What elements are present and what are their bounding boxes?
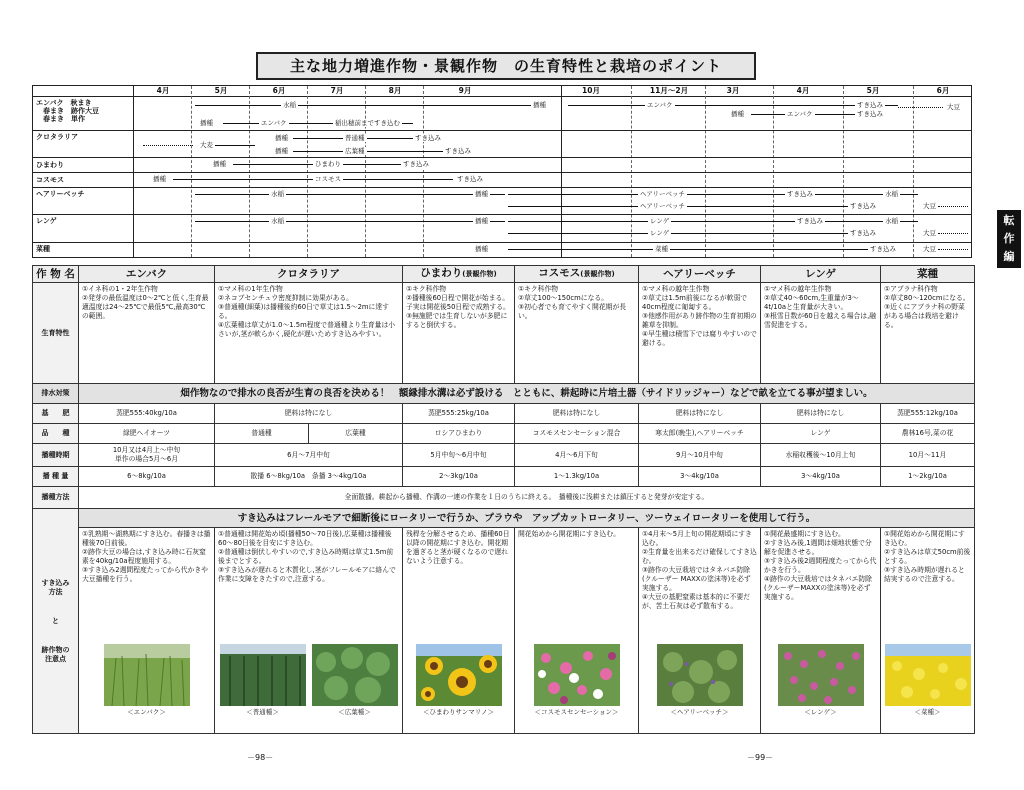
crop-name: エンバク [79,266,215,283]
month-label: 7月 [330,86,344,95]
photo-caption: ＜普通種＞ [246,708,279,716]
month-label: 10月 [582,86,600,95]
fert-cell: 蒸肥555:40kg/10a [79,404,215,424]
month-label: 5月 [214,86,228,95]
page-number-left: －98－ [247,753,274,762]
row-label-plow: すき込み 方法 と 跡作物の 注意点 [33,509,79,734]
photo-natane [885,644,971,706]
plow-banner: すき込みはフレールモアで細断後にロータリーで行うか、プラウや アップカットロータリー、ツーウェイロータリーを使用して行う。 [79,509,975,528]
time-cell: 10月～11月 [881,444,975,467]
month-label: 6月 [936,86,950,95]
section-tab: 転 作 編 [997,210,1021,268]
variety-cell: ロシアひまわり [403,424,515,444]
row-label-enbaku: エンバク 秋まき 春まき 跡作大豆 春まき 単作 [36,99,99,123]
crop-name-row [33,266,975,283]
trait-row [33,283,975,384]
photo-himawari [416,644,502,706]
row-label-name: 作 物 名 [33,266,79,283]
fert-cell: 蒸肥555:12kg/10a [881,404,975,424]
variety-cell: 普通種 [215,424,309,444]
trait-cell: ①アブラナ科作物 ②草丈80～120cmになる。 ③近くにアブラナ科の野菜がある場合は栽培を避ける。 [881,283,975,384]
page-title: 主な地力増進作物・景観作物 の生育特性と栽培のポイント [256,52,756,80]
crop-name: コスモス(景観作物) [515,266,639,283]
fert-cell: 肥料は特になし [639,404,761,424]
crop-name: クロタラリア [215,266,403,283]
trait-cell: ①キク科作物 ②播種後60日程で開花が始まる。子実は開花後50日程で成熟する。 ③無施肥では生育しないが多肥にすると倒伏する。 [403,283,515,384]
time-cell: 水稲収穫後～10月上旬 [761,444,881,467]
plow-detail-row [33,528,975,734]
trait-cell: ①マメ科の越年生作物 ②草丈は1.5m前後になるが軟弱で40cm程度に匍匐する。 ③他感作用があり跡作物の生育初期の雑草を抑制。 ④早生種は積雪下では腐りやすいので避ける。 [639,283,761,384]
month-label: 3月 [726,86,740,95]
plow-row [33,509,975,528]
month-label: 9月 [458,86,472,95]
plow-cell: 開花始めから開花期にすき込む。 ＜コスモスセンセーション＞ [515,528,639,734]
drainage-row [33,384,975,404]
row-label-himawari: ひまわり [36,161,64,169]
cultivation-schedule: 4月 5月 6月 7月 8月 9月 10月 11月～2月 3月 4月 5月 6月 エンバク 秋まき 春まき 跡作大豆 春まき 単作 クロタラリア ひまわり コスモス ヘアリーベッチ レンゲ 菜種 水稲 播種 エンバク すき込み 大豆 播種 エンバク すき込み 播種 エンバク 稲出穂前まですき込む 大麦 播種 普通種 すき込み 播種 広葉種 すき込み 播種 ひまわり すき込み 播種 コスモス すき込み 水稲 播種 ヘアリーベッチ すき込み 水稲 ヘアリーベッチ すき込み 大豆 水稲 播種 レンゲ すき込み 水稲 レンゲ すき込み 大豆 播種 菜種 すき込み 大豆 [32,85,972,258]
fertilizer-row [33,404,975,424]
variety-row [33,424,975,444]
method-text: 全面散播。耕起から播種、作溝の一連の作業を１日のうちに終える。 播種後に浅耕または鎮圧すると発芽が安定する。 [79,487,975,509]
photo-renge [778,644,864,706]
fert-cell: 肥料は特になし [761,404,881,424]
crop-name: ひまわり(景観作物) [403,266,515,283]
month-label: 8月 [388,86,402,95]
row-label-fert: 基 肥 [33,404,79,424]
crop-name: ヘアリーベッチ [639,266,761,283]
photo-caption: ＜エンバク＞ [127,708,166,716]
crop-name: 菜種 [881,266,975,283]
plow-cell: ①4月末～5月上旬の開花期頃にすき込む。 ②生育量を出来るだけ確保してすき込む。 ③跡作の大豆栽培ではタネバエ防除(クルーザー MAXXの塗沫等)を必ず実施する。 ④大豆の基肥窒素は基本的に不要だが、苦土石灰は必ず散布する。 ＜ヘアリーベッチ＞ [639,528,761,734]
crop-characteristics-table [32,265,975,734]
plow-cell: ①開花始めから開花期にすき込む。 ②すき込みは草丈50cm前後とする。 ③すき込み時期が遅れると結実するので注意する。 ＜菜種＞ [881,528,975,734]
month-label: 4月 [796,86,810,95]
plow-cell: ①普通種は開花始め頃(播種50～70日後),広葉種は播種後60～80日後を目安にすき込む。 ②普通種は倒伏しやすいので,すき込み時期は草丈1.5m前後までとする。 ③すき込みが遅れると木質化し,茎がフレールモアに絡んで作業に支障をきたすので,注意する。 ＜普通種＞ ＜広葉種＞ [215,528,403,734]
time-cell: 9月～10月中旬 [639,444,761,467]
row-label-drain: 排水対策 [33,384,79,404]
sowing-time-row [33,444,975,467]
row-label-amount: 播 種 量 [33,467,79,487]
amount-cell: 2～3kg/10a [403,467,515,487]
amount-cell: 3～4kg/10a [761,467,881,487]
row-label-time: 播種時期 [33,444,79,467]
trait-cell: ①キク科作物 ②草丈100～150cmになる。 ③初心者でも育てやすく開花期が長い。 [515,283,639,384]
time-cell: 5月中旬～6月中旬 [403,444,515,467]
row-label-method: 播種方法 [33,487,79,509]
variety-cell: 寒太郎(晩生),ヘアリーベッチ [639,424,761,444]
photo-caption: ＜ひまわりサンマリノ＞ [423,708,494,716]
amount-cell: 6～8kg/10a [79,467,215,487]
amount-cell: 散播 6～8kg/10a 条播 3～4kg/10a [215,467,403,487]
variety-cell: 広葉種 [309,424,403,444]
amount-cell: 3～4kg/10a [639,467,761,487]
sowing-amount-row [33,467,975,487]
photo-caption: ＜コスモスセンセーション＞ [534,708,619,716]
row-label-hairy-vetch: ヘアリーベッチ [36,190,85,198]
fert-cell: 肥料は特になし [515,404,639,424]
variety-cell: 農林16号,菜の花 [881,424,975,444]
fert-cell: 蒸肥555:25kg/10a [403,404,515,424]
photo-caption: ＜菜種＞ [914,708,941,716]
plow-cell: ①開花最盛期にすき込む。 ②すき込み後,1週間は畑地状態で分解を促進させる。 ③すき込み後2週間程度たってから代かきを行う。 ④跡作の大豆栽培ではタネバエ防除(クルーザーMAXXの塗沫等)を必ず実施する。 ＜レンゲ＞ [761,528,881,734]
variety-cell: コスモスセンセーション混合 [515,424,639,444]
row-label-crotalaria: クロタラリア [36,133,78,141]
trait-cell: ①マメ科の1年生作物 ②ネコブセンチュウ密度抑制に効果がある。 ③普通種(細葉)は播種後約60日で草丈は1.5～2mに達する。 ④広葉種は草丈が1.0～1.5m程度で普通種より生育量は小さいが,茎が軟らかく,硬化が遅いためすき込みやすい。 [215,283,403,384]
row-label-cosmos: コスモス [36,176,64,184]
row-label-renge: レンゲ [36,217,57,225]
photo-cosmos [534,644,620,706]
amount-cell: 1～2kg/10a [881,467,975,487]
row-label-variety: 品 種 [33,424,79,444]
photo-hairy-vetch [657,644,743,706]
time-cell: 6月～7月中旬 [215,444,403,467]
month-label: 5月 [866,86,880,95]
amount-cell: 1～1.3kg/10a [515,467,639,487]
month-label: 11月～2月 [649,86,689,95]
trait-cell: ①マメ科の越年生作物 ②草丈40～60cm,生重量が3～4t/10aと生育量が大きい。 ③根雪日数が60日を越える場合は,融雪促進をする。 [761,283,881,384]
photo-caption: ＜ヘアリーベッチ＞ [670,708,729,716]
month-label: 6月 [272,86,286,95]
photo-futsu [219,644,307,706]
row-label-trait: 生育特性 [33,283,79,384]
row-label-natane: 菜種 [36,245,50,253]
crop-name: レンゲ [761,266,881,283]
variety-cell: レンゲ [761,424,881,444]
time-cell: 10月又は4月上～中旬 単作の場合5月～6月 [79,444,215,467]
plow-cell: ①乳熟期～湖熟期にすき込む。春播きは播種後70日前後。 ②跡作大豆の場合は,すき込み時に石灰窒素を40kg/10a程度施用する。 ③すき込み2週間程度たってから代かきや大豆播種を行う。 ＜エンバク＞ [79,528,215,734]
drainage-text: 畑作物なので排水の良否が生育の良否を決める！ 額縁排水溝は必ず設ける とともに、耕起時に片培土器（サイドリッジャー）などで畝を立てる事が望ましい。 [79,384,975,404]
page-number-right: －99－ [747,753,774,762]
plow-cell: 残稈を分解させるため、播種60日以降の開花期にすき込む。開花期を過ぎると茎が硬くなるので遅れないよう注意する。 ＜ひまわりサンマリノ＞ [403,528,515,734]
photo-kouyou [311,644,399,706]
month-label: 4月 [156,86,170,95]
trait-cell: ①イネ科の1・2年生作物 ②発芽の最低温度は0～2℃と低く,生育最適温度は24～25℃で最低5℃,最高30℃の範囲。 [79,283,215,384]
photo-caption: ＜広葉種＞ [338,708,371,716]
variety-cell: 緑肥ヘイオーツ [79,424,215,444]
sowing-method-row [33,487,975,509]
photo-enbaku [104,644,190,706]
photo-caption: ＜レンゲ＞ [804,708,837,716]
time-cell: 4月～6月下旬 [515,444,639,467]
fert-cell: 肥料は特になし [215,404,403,424]
